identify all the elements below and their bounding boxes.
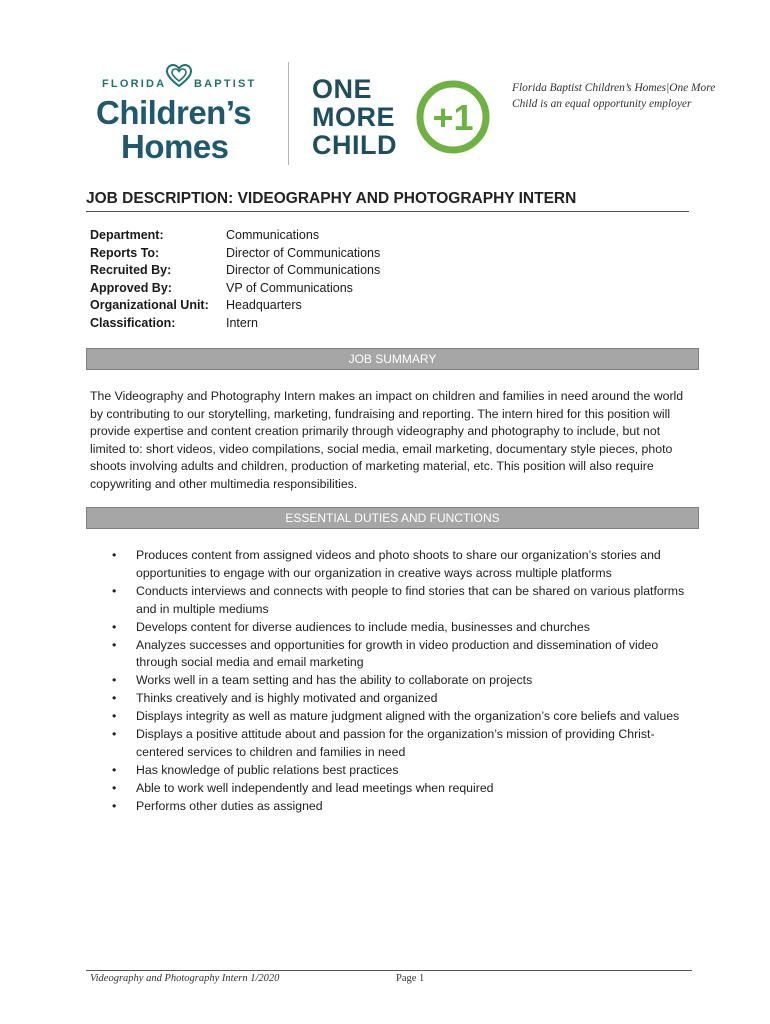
bullet-icon: • bbox=[112, 780, 117, 795]
bullet-icon: • bbox=[112, 762, 117, 777]
badge-text: +1 bbox=[432, 97, 474, 138]
duty-text: Conducts interviews and connects with people to find stories that can be shared on various platforms and in multiple mediums bbox=[136, 583, 685, 616]
list-item bbox=[112, 780, 692, 798]
meta-value: Headquarters bbox=[226, 298, 302, 312]
duty-text: Works well in a team setting and has the ability to collaborate on projects bbox=[136, 673, 533, 688]
meta-label: Recruited By: bbox=[90, 263, 172, 277]
footer-page-number: Page 1 bbox=[396, 973, 425, 984]
meta-value: Director of Communications bbox=[226, 263, 381, 277]
job-summary-heading: JOB SUMMARY bbox=[86, 348, 699, 370]
meta-value: VP of Communications bbox=[226, 280, 353, 295]
bullet-icon: • bbox=[112, 548, 117, 562]
heart-icon bbox=[166, 64, 192, 88]
bullet-icon: • bbox=[112, 673, 117, 688]
page-title: JOB DESCRIPTION: VIDEOGRAPHY AND PHOTOGRAPHY INTERN bbox=[86, 190, 689, 212]
logo-homes: Homes bbox=[121, 128, 229, 165]
list-item bbox=[112, 672, 692, 690]
plus-one-badge-icon bbox=[416, 80, 490, 154]
logo-child: CHILD bbox=[312, 130, 397, 160]
fbch-logo bbox=[96, 64, 266, 164]
meta-value: Intern bbox=[226, 315, 258, 330]
logo-divider bbox=[288, 62, 289, 165]
duty-text: Has knowledge of public relations best practices bbox=[136, 762, 399, 777]
bullet-icon: • bbox=[112, 691, 117, 706]
bullet-icon: • bbox=[112, 583, 117, 598]
duty-text: Performs other duties as assigned bbox=[136, 798, 323, 813]
meta-label: Organizational Unit: bbox=[90, 298, 209, 312]
list-item bbox=[112, 798, 692, 816]
job-summary-text: The Videography and Photography Intern makes an impact on children and families in need around the world by contributing to our storytelling, marketing, fundraising and reporting. The intern hired for this position will provide expertise and content creation primarily through videography and photography to include, but not limited to: short videos, video compilations, social media, email marketing, documentary style pieces, photo shoots involving adults and children, production of marketing material, etc. This position will also require copywriting and other multimedia responsibilities. bbox=[90, 389, 684, 491]
logo-more: MORE bbox=[312, 102, 395, 132]
omc-logo bbox=[312, 76, 502, 162]
duty-text: Able to work well independently and lead meetings when required bbox=[136, 780, 494, 795]
list-item bbox=[112, 583, 692, 619]
list-item bbox=[112, 708, 692, 726]
logo-word-florida: FLORIDA bbox=[102, 78, 167, 90]
list-item bbox=[112, 637, 692, 673]
logo-word-baptist: BAPTIST bbox=[194, 78, 257, 90]
logo-childrens: Children’s bbox=[96, 94, 252, 131]
meta-value: Communications bbox=[226, 228, 320, 242]
meta-label: Reports To: bbox=[90, 245, 160, 260]
duty-text: Develops content for diverse audiences to include media, businesses and churches bbox=[136, 619, 590, 634]
eeo-statement: Florida Baptist Children’s Homes|One More Child is an equal opportunity employer bbox=[512, 82, 716, 110]
duty-text: Analyzes successes and opportunities for growth in video production and dissemination of video through social media and email marketing bbox=[136, 637, 659, 670]
duties-list bbox=[112, 547, 692, 816]
duty-text: Displays integrity as well as mature judgment aligned with the organization’s core beliefs and values bbox=[136, 709, 680, 724]
meta-label: Classification: bbox=[90, 315, 176, 330]
logo-one: ONE bbox=[312, 74, 373, 104]
bullet-icon: • bbox=[112, 637, 117, 652]
meta-label: Department: bbox=[90, 228, 164, 242]
bullet-icon: • bbox=[112, 709, 117, 724]
meta-value: Director of Communications bbox=[226, 245, 381, 260]
duty-text: Displays a positive attitude about and passion for the organization’s mission of providing Christ-centered services to children and families in need bbox=[136, 727, 655, 759]
bullet-icon: • bbox=[112, 798, 117, 813]
duty-text: Produces content from assigned videos and photo shoots to share our organization’s stories and opportunities to engage with our organization in creative ways across multiple platforms bbox=[136, 548, 661, 580]
duty-text: Thinks creatively and is highly motivated and organized bbox=[136, 691, 438, 706]
list-item bbox=[112, 690, 692, 708]
duties-heading: ESSENTIAL DUTIES AND FUNCTIONS bbox=[86, 507, 699, 529]
list-item bbox=[112, 619, 692, 637]
list-item bbox=[112, 547, 692, 583]
list-item bbox=[112, 726, 692, 762]
meta-label: Approved By: bbox=[90, 280, 172, 295]
bullet-icon: • bbox=[112, 619, 117, 634]
footer-divider bbox=[86, 970, 692, 971]
footer-doc-name: Videography and Photography Intern 1/2020 bbox=[90, 973, 280, 984]
bullet-icon: • bbox=[112, 727, 117, 742]
list-item bbox=[112, 762, 692, 780]
